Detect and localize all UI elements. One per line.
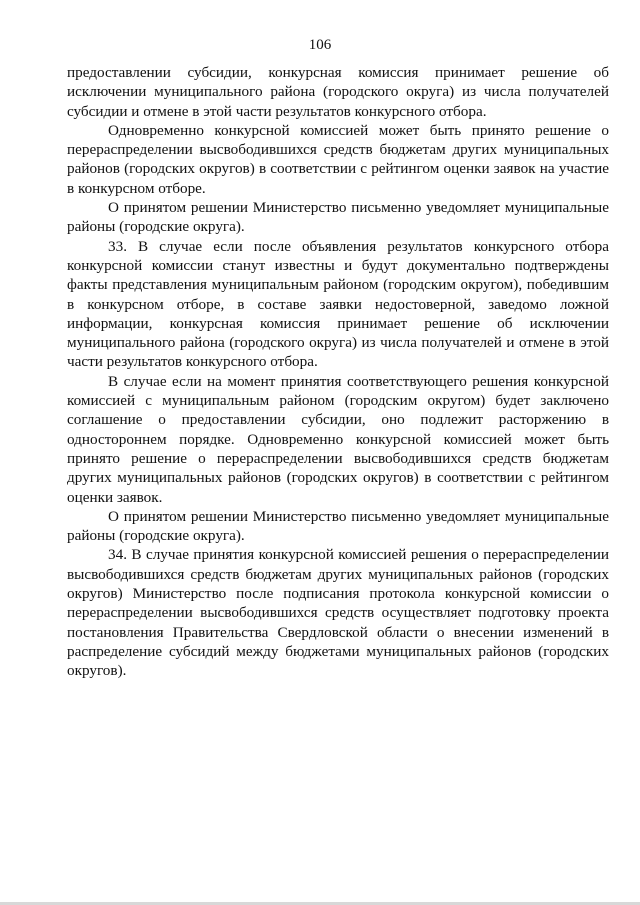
paragraph-item-33: 33. В случае если после объявления результатов конкурсного отбора конкурсной комиссии станут известны и будут документально подтверждены факты представления муниципальным районом (городским округом), победившим в конкурсном отборе, в составе заявки недостоверной, заведомо ложной информации, конкурсная комиссия принимает решение об исключении муниципального района (городского округа) из числа получателей и отмене в этой части результатов конкурсного отбора. bbox=[67, 237, 609, 371]
paragraph-redistribution: Одновременно конкурсной комиссией может быть принято решение о перераспределении высвободившихся средств бюджетам других муниципальных районов (городских округов) в соответствии с рейтингом оценки заявок на участие в конкурсном отборе. bbox=[67, 121, 609, 197]
paragraph-notification: О принятом решении Министерство письменно уведомляет муниципальные районы (городские округа). bbox=[67, 199, 609, 236]
paragraph-item-34: 34. В случае принятия конкурсной комиссией решения о перераспределении высвободившихся средств бюджетам других муниципальных районов (городских округов) Министерство после подписания протокола конкурсной комиссии о перераспределении высвободившихся средств осуществляет подготовку проекта постановления Правительства Свердловской области о внесении изменений в распределение субсидий между бюджетами муниципальных районов (городских округов). bbox=[67, 546, 609, 680]
paragraph-notification-2: О принятом решении Министерство письменно уведомляет муниципальные районы (городские округа). bbox=[67, 507, 609, 545]
paragraph-continuation: предоставлении субсидии, конкурсная комиссия принимает решение об исключении муниципального района (городского округа) из числа получателей субсидии и отмене в этой части результатов конкурсного отбора. bbox=[67, 64, 609, 120]
page-number: 106 bbox=[308, 37, 332, 53]
document-body bbox=[67, 63, 609, 681]
paragraph-agreement-termination: В случае если на момент принятия соответствующего решения конкурсной комиссией с муниципальным районом (городским округом) будет заключено соглашение о предоставлении субсидии, оно подлежит расторжению в одностороннем порядке. Одновременно конкурсной комиссией может быть принято решение о перераспределении высвободившихся средств бюджетам других муниципальных районов (городских округов) в соответствии с рейтингом оценки заявок. bbox=[67, 372, 609, 506]
